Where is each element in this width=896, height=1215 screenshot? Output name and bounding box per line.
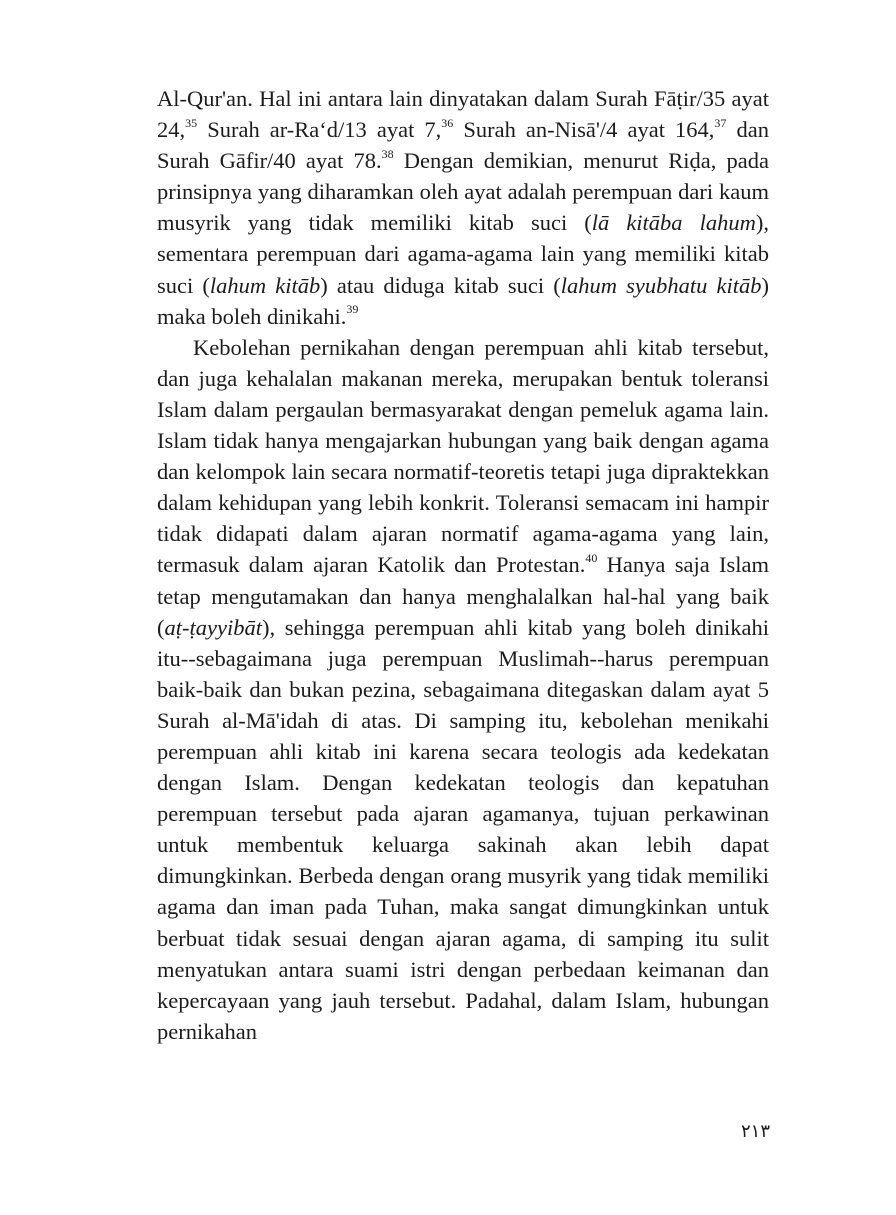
footnote-ref-40[interactable]: 40: [585, 550, 598, 565]
paragraph-1: [157, 83, 769, 332]
text-run: ) maka boleh dinikahi.: [157, 272, 769, 329]
italic-term: lahum kitāb: [209, 272, 321, 298]
footnote-ref-39[interactable]: 39: [346, 302, 359, 317]
text-run: Hanya saja Islam tetap mengutamakan dan hanya menghalalkan hal-hal yang baik (: [157, 552, 769, 640]
text-run: ), sementara perempuan dari agama-agama lain yang memiliki kitab suci (: [157, 210, 769, 298]
body-text: [157, 83, 769, 1047]
text-run: ), sehingga perempuan ahli kitab yang boleh dinikahi itu--sebagaimana juga perempuan Muslimah--harus perempuan baik-baik dan bukan pezina, sebagaimana ditegaskan dalam ayat 5 Surah al-Mā'idah di atas. Di samping itu, kebolehan menikahi perempuan ahli kitab ini karena secara teologis ada kedekatan dengan Islam. Dengan kedekatan teologis dan kepatuhan perempuan tersebut pada ajaran agamanya, tujuan perkawinan untuk membentuk keluarga sakinah akan lebih dapat dimungkinkan. Berbeda dengan orang musyrik yang tidak memiliki agama dan iman pada Tuhan, maka sangat dimungkinkan untuk berbuat tidak sesuai dengan ajaran agama, di samping itu sulit menyatukan antara suami istri dengan perbedaan keimanan dan kepercayaan yang jauh tersebut. Padahal, dalam Islam, hubungan pernikahan: [157, 614, 769, 1044]
text-run: Kebolehan pernikahan dengan perempuan ahli kitab tersebut, dan juga kehalalan makanan mereka, merupakan bentuk toleransi Islam dalam pergaulan bermasyarakat dengan pemeluk agama lain. Islam tidak hanya mengajarkan hubungan yang baik dengan agama dan kelompok lain secara normatif-teoretis tetapi juga dipraktekkan dalam kehidupan yang lebih konkrit. Toleransi semacam ini hampir tidak didapati dalam ajaran normatif agama-agama yang lain, termasuk dalam ajaran Katolik dan Protestan.: [157, 334, 769, 578]
footnote-ref-38[interactable]: 38: [381, 146, 394, 161]
text-run: Surah an-Nisā'/4 ayat 164,: [453, 117, 715, 143]
page-number: ٢١٣: [740, 1121, 770, 1142]
text-run: dan Surah Gāfir/40 ayat 78.: [157, 117, 769, 174]
italic-term: lā kitāba lahum: [591, 210, 756, 236]
footnote-ref-37[interactable]: 37: [714, 115, 727, 130]
italic-term: aṭ-ṭayyibāt: [164, 614, 262, 640]
text-run: Surah ar-Ra‘d/13 ayat 7,: [197, 117, 442, 143]
paragraph-2: [157, 332, 769, 1047]
footnote-ref-35[interactable]: 35: [185, 115, 198, 130]
text-run: Al-Qur'an. Hal ini antara lain dinyatakan dalam Surah Fāṭir/35 ayat 24,: [157, 86, 769, 143]
text-run: Dengan demikian, menurut Riḍa, pada prinsipnya yang diharamkan oleh ayat adalah perempuan dari kaum musyrik yang tidak memiliki kitab suci (: [157, 148, 769, 236]
italic-term: lahum syubhatu kitāb: [560, 272, 762, 298]
text-run: ) atau diduga kitab suci (: [320, 272, 561, 298]
footnote-ref-36[interactable]: 36: [441, 115, 454, 130]
